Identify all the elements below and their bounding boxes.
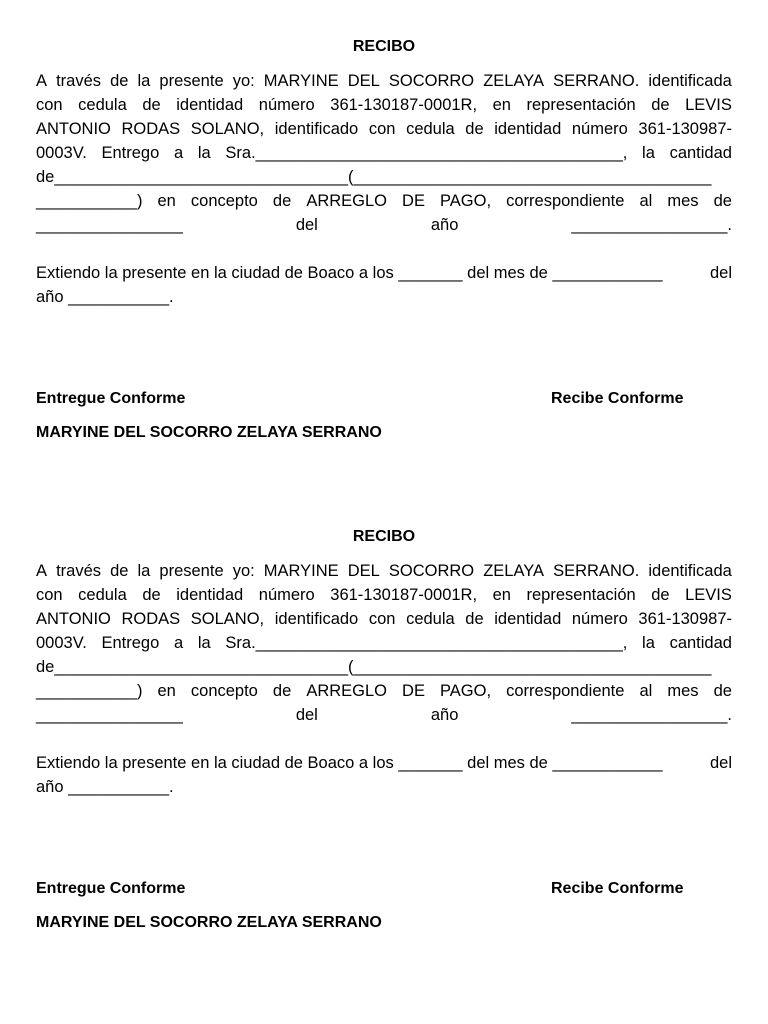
- signature-row: [36, 880, 732, 900]
- body-line: [36, 679, 732, 703]
- body-word: través: [56, 72, 102, 90]
- body-line: [36, 141, 732, 165]
- body-word: de: [465, 120, 484, 138]
- body-line: [36, 69, 732, 93]
- body-word: de: [651, 96, 670, 114]
- body-word: a: [173, 634, 184, 652]
- body-line: [36, 559, 732, 583]
- body-word: _________________.: [571, 216, 732, 234]
- body-line: [36, 631, 732, 655]
- body-word: SERRANO.: [553, 562, 640, 580]
- body-word: de________________________________(_______________________________________: [36, 658, 712, 676]
- body-word: ___________): [36, 192, 143, 210]
- body-word: número: [258, 96, 315, 114]
- body-line: [36, 165, 732, 189]
- body-word: concepto: [190, 682, 258, 700]
- body-word: cantidad: [669, 144, 732, 162]
- body-word: A: [36, 562, 48, 580]
- body-word: cedula: [406, 120, 455, 138]
- body-line: [36, 607, 732, 631]
- body-word: presente: [159, 562, 224, 580]
- body-word: LEVIS: [685, 96, 732, 114]
- body-word: de: [465, 610, 484, 628]
- body-word: la: [197, 634, 211, 652]
- body-word: DE: [402, 682, 425, 700]
- body-word: de: [142, 96, 161, 114]
- body-word: número: [258, 586, 315, 604]
- body-word: representación: [526, 586, 636, 604]
- body-word: Sra.________________________________________,: [225, 144, 628, 162]
- body-word: yo:: [232, 72, 255, 90]
- body-word: DEL: [347, 72, 380, 90]
- body-word: SERRANO.: [553, 72, 640, 90]
- signer-name: MARYINE DEL SOCORRO ZELAYA SERRANO: [36, 424, 382, 441]
- body-word: PAGO,: [440, 192, 492, 210]
- body-word: 361-130187-0001R,: [330, 96, 478, 114]
- body-word: ZELAYA: [483, 72, 545, 90]
- body-word: DEL: [347, 562, 380, 580]
- body-word: cantidad: [669, 634, 732, 652]
- body-word: de________________________________(_______________________________________: [36, 168, 712, 186]
- signature-label-receiver: Recibe Conforme: [551, 880, 684, 897]
- body-word: con: [36, 96, 63, 114]
- body-word: representación: [526, 96, 636, 114]
- body-word: identidad: [176, 586, 244, 604]
- body-word: SOLANO,: [190, 120, 265, 138]
- body-word: cedula: [406, 610, 455, 628]
- receipt-title: RECIBO: [352, 38, 416, 55]
- body-word: RODAS: [121, 120, 181, 138]
- body-word: ARREGLO: [306, 682, 387, 700]
- body-word: 361-130987-: [638, 610, 732, 628]
- body-word: yo:: [232, 562, 255, 580]
- body-word: la: [642, 144, 655, 162]
- body-word: a: [173, 144, 184, 162]
- body-word: SOLANO,: [190, 610, 265, 628]
- body-word: la: [642, 634, 655, 652]
- body-word: ________________: [36, 706, 183, 724]
- body-word: con: [36, 586, 63, 604]
- body-word: ________________: [36, 216, 183, 234]
- body-word: de: [713, 192, 732, 210]
- body-word: en: [157, 682, 176, 700]
- body-word: identificada: [648, 562, 732, 580]
- body-word: SOCORRO: [388, 72, 475, 90]
- body-line: [36, 117, 732, 141]
- receipt-1: [36, 38, 732, 441]
- signature-label-giver: Entregue Conforme: [36, 880, 186, 897]
- signer-name: MARYINE DEL SOCORRO ZELAYA SERRANO: [36, 914, 382, 931]
- closing-segment: del: [709, 754, 732, 772]
- body-word: correspondiente: [506, 192, 625, 210]
- body-word: la: [137, 562, 151, 580]
- body-word: identificado: [274, 610, 359, 628]
- body-word: de: [142, 586, 161, 604]
- body-word: en: [157, 192, 176, 210]
- body-word: en: [492, 96, 511, 114]
- body-word: año: [430, 706, 459, 724]
- body-word: número: [571, 120, 628, 138]
- body-word: correspondiente: [506, 682, 625, 700]
- paragraph-gap: [36, 237, 732, 261]
- paragraph-gap: [36, 727, 732, 751]
- body-line: [36, 703, 732, 727]
- body-word: con: [368, 120, 396, 138]
- body-word: cedula: [78, 586, 127, 604]
- body-word: la: [137, 72, 151, 90]
- closing-line: [36, 261, 732, 285]
- body-word: 0003V.: [36, 634, 87, 652]
- body-word: de: [651, 586, 670, 604]
- body-word: mes: [667, 682, 699, 700]
- body-word: Entrego: [101, 144, 160, 162]
- body-line: [36, 583, 732, 607]
- body-word: _________________.: [571, 706, 732, 724]
- body-word: 361-130987-: [638, 120, 732, 138]
- body-word: Entrego: [101, 634, 160, 652]
- body-word: 0003V.: [36, 144, 87, 162]
- body-word: A: [36, 72, 48, 90]
- body-word: con: [368, 610, 396, 628]
- body-word: de: [110, 562, 129, 580]
- body-word: MARYINE: [263, 562, 339, 580]
- body-word: ANTONIO: [36, 120, 111, 138]
- closing-line: [36, 751, 732, 775]
- closing-segment: del: [709, 264, 732, 282]
- body-word: del: [295, 216, 318, 234]
- body-word: Sra.________________________________________,: [225, 634, 628, 652]
- body-word: identidad: [176, 96, 244, 114]
- body-word: concepto: [190, 192, 258, 210]
- body-line: [36, 655, 732, 679]
- body-word: RODAS: [121, 610, 181, 628]
- body-word: identidad: [494, 610, 562, 628]
- body-word: ___________): [36, 682, 143, 700]
- body-word: MARYINE: [263, 72, 339, 90]
- body-word: SOCORRO: [388, 562, 475, 580]
- body-word: de: [110, 72, 129, 90]
- body-word: ZELAYA: [483, 562, 545, 580]
- closing-segment: Extiendo la presente en la ciudad de Boaco a los _______ del mes de ____________: [36, 264, 663, 282]
- signature-label-giver: Entregue Conforme: [36, 390, 186, 407]
- signature-label-receiver: Recibe Conforme: [551, 390, 684, 407]
- body-word: número: [571, 610, 628, 628]
- body-word: DE: [402, 192, 425, 210]
- body-word: de: [713, 682, 732, 700]
- body-line: [36, 93, 732, 117]
- receipt-body: [36, 559, 732, 799]
- signature-row: [36, 390, 732, 410]
- body-word: año: [430, 216, 459, 234]
- body-word: presente: [159, 72, 224, 90]
- body-line: [36, 189, 732, 213]
- body-word: la: [197, 144, 211, 162]
- body-word: del: [295, 706, 318, 724]
- body-word: al: [639, 192, 653, 210]
- body-word: 361-130187-0001R,: [330, 586, 478, 604]
- closing-segment: Extiendo la presente en la ciudad de Boaco a los _______ del mes de ____________: [36, 754, 663, 772]
- body-word: ANTONIO: [36, 610, 111, 628]
- closing-line: año ___________.: [36, 288, 174, 306]
- body-word: de: [272, 192, 292, 210]
- body-word: en: [492, 586, 511, 604]
- body-word: identificada: [648, 72, 732, 90]
- receipt-title: RECIBO: [352, 528, 416, 545]
- body-word: LEVIS: [685, 586, 732, 604]
- receipt-body: [36, 69, 732, 309]
- body-word: mes: [667, 192, 699, 210]
- receipt-2: [36, 528, 732, 931]
- body-word: de: [272, 682, 292, 700]
- body-word: identificado: [274, 120, 359, 138]
- body-word: al: [639, 682, 653, 700]
- body-word: ARREGLO: [306, 192, 387, 210]
- body-word: identidad: [494, 120, 562, 138]
- body-word: PAGO,: [440, 682, 492, 700]
- body-line: [36, 213, 732, 237]
- body-word: través: [56, 562, 102, 580]
- closing-line: año ___________.: [36, 778, 174, 796]
- body-word: cedula: [78, 96, 127, 114]
